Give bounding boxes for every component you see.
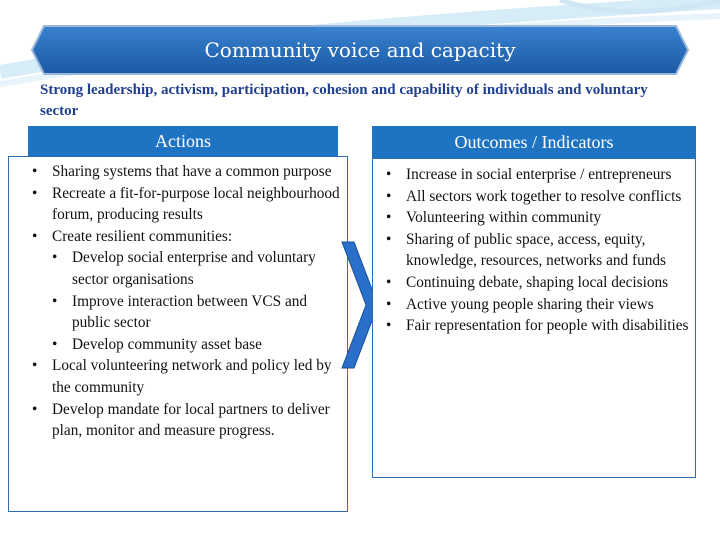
outcome-item: • Continuing debate, shaping local decisions bbox=[380, 272, 690, 294]
outcomes-header: Outcomes / Indicators bbox=[372, 126, 696, 158]
outcome-item: • Fair representation for people with disabilities bbox=[380, 315, 690, 337]
page-title: Community voice and capacity bbox=[204, 38, 516, 62]
outcome-item: • All sectors work together to resolve conflicts bbox=[380, 186, 690, 208]
subtitle: Strong leadership, activism, participation, cohesion and capability of individuals and voluntary sector bbox=[40, 82, 648, 119]
outcome-item: • Sharing of public space, access, equity, knowledge, resources, networks and funds bbox=[380, 229, 690, 272]
outcome-item: • Increase in social enterprise / entrepreneurs bbox=[380, 164, 690, 186]
outcomes-list bbox=[380, 164, 690, 337]
action-subitem: • Develop community asset base bbox=[26, 334, 342, 356]
actions-header: Actions bbox=[28, 126, 338, 156]
action-item: • Create resilient communities: bbox=[26, 226, 342, 248]
action-item: • Sharing systems that have a common purpose bbox=[26, 161, 342, 183]
actions-list bbox=[26, 161, 342, 442]
title-banner bbox=[30, 24, 690, 76]
action-item: • Local volunteering network and policy led by the community bbox=[26, 355, 342, 398]
outcome-item: • Volunteering within community bbox=[380, 207, 690, 229]
action-subitem: • Develop social enterprise and voluntary sector organisations bbox=[26, 247, 342, 290]
action-item: • Recreate a fit-for-purpose local neighbourhood forum, producing results bbox=[26, 183, 342, 226]
action-item: • Develop mandate for local partners to deliver plan, monitor and measure progress. bbox=[26, 399, 342, 442]
action-subitem: • Improve interaction between VCS and public sector bbox=[26, 291, 342, 334]
outcome-item: • Active young people sharing their views bbox=[380, 294, 690, 316]
